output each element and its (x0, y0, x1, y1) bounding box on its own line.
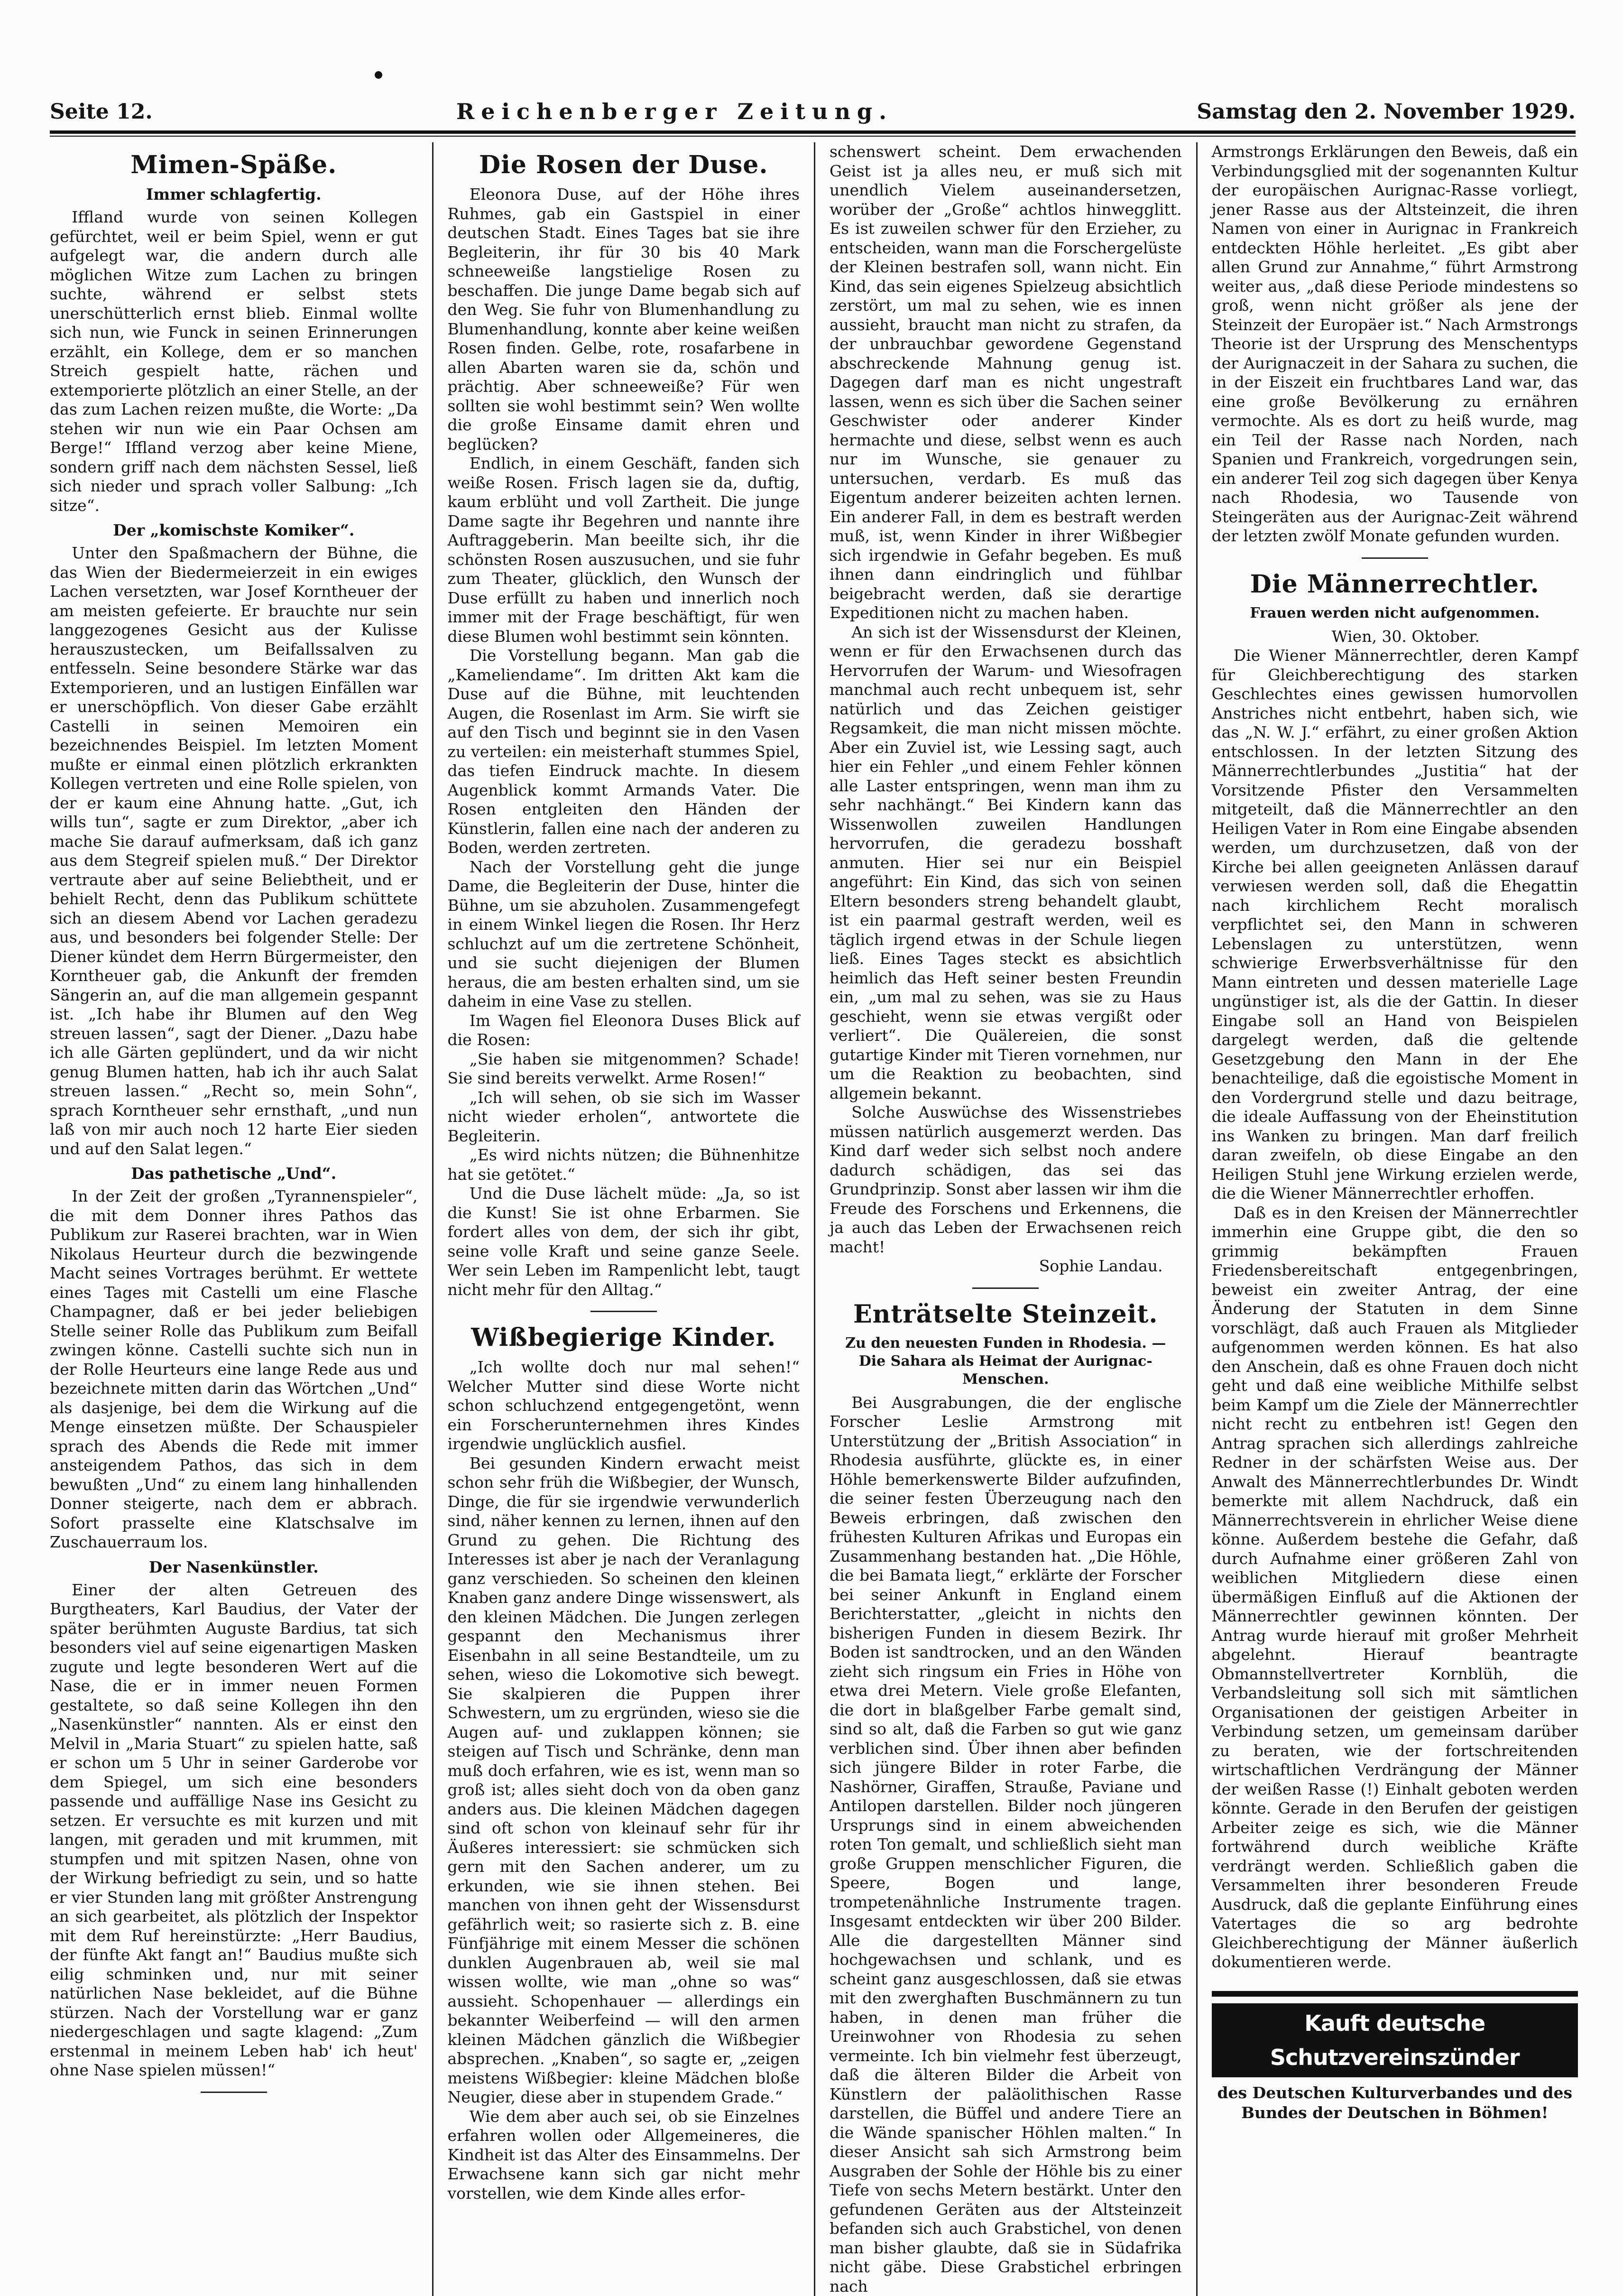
separator-rule (972, 1287, 1039, 1289)
column-3 (814, 142, 1196, 2296)
section-title: Der Nasenkünstler. (50, 1558, 418, 1577)
end-rule (201, 2092, 267, 2093)
paragraph: Die Vorstellung begann. Man gab die „Kameliendame“. Im dritten Akt kam die Duse auf die Bühne, mit leuchtenden Augen, die Rosenlast im Arm. Sie wirft sie auf den Tisch und beginnt sie in den Vasen zu verteilen: ein meisterhaft stummes Spiel, das tiefen Eindruck machte. In diesem Augenblick kommt Armands Vater. Die Rosen entgleiten den Händen der Künstlerin, fallen eine nach der anderen zu Boden, werden zertreten. (448, 646, 800, 858)
paragraph: Wie dem aber auch sei, ob sie Einzelnes erfahren wollen oder Allgemeineres, die Kindheit ist das Alter des Einsammelns. Der Erwachsene kann sich gar nicht mehr vorstellen, wie dem Kinde alles erfor- (448, 2107, 800, 2203)
dateline: Wien, 30. Oktober. (1212, 627, 1578, 647)
paragraph: Iffland wurde von seinen Kollegen gefürchtet, weil er beim Spiel, wenn er gut aufgelegt war, die andern durch alle möglichen Witze zum Lachen zu bringen suchte, während er selbst stets unerschütterlich ernst blieb. Einmal wollte sich nun, wie Funck in seinen Erinnerungen erzählt, ein Kollege, dem er so manchen Streich gespielt hatte, rächen und extemporierte plötzlich an einer Stelle, an der das zum Lachen reizen mußte, die Worte: „Da stehen wir nun wie ein Paar Ochsen am Berge!“ Iffland verzog aber keine Miene, sondern griff nach dem nächsten Sessel, ließ sich nieder und sprach voller Salbung: „Ich sitze“. (50, 208, 418, 515)
page-number: Seite 12. (50, 100, 153, 124)
section-title: Der „komischste Komiker“. (50, 521, 418, 540)
paragraph: Unter den Spaßmachern der Bühne, die das Wien der Biedermeierzeit in ein ewiges Lachen versetzten, war Josef Korntheuer der am meisten gefeierte. Er brauchte nur sein langgezogenes Gesicht aus der Kulisse herauszustecken, um Beifallssalven zu entfesseln. Seine besondere Stärke war das Extemporieren, und an lustigen Einfällen war er unerschöpflich. Von dieser Gabe erzählt Castelli in seinen Memoiren ein bezeichnendes Beispiel. Im letzten Moment mußte er einmal einen plötzlich erkrankten Kollegen vertreten und eine Rolle spielen, von der er kaum eine Ahnung hatte. „Gut, ich wills tun“, sagte er zum Direktor, „aber ich mache Sie darauf aufmerksam, daß ich ganz aus dem Stegreif spielen muß.“ Der Direktor vertraute aber auf seine Beliebtheit, und er behielt Recht, denn das Publikum schüttete sich an diesem Abend vor Lachen geradezu aus, und besonders bei folgender Stelle: Der Diener kündet dem Herrn Bürgermeister, den Korntheuer gab, die Ankunft der fremden Sängerin an, auf die man allgemein gespannt ist. „Ich habe ihr Blumen auf den Weg streuen lassen“, sagt der Diener. „Dazu habe ich alle Gärten geplündert, und da wir nicht genug Blumen hatten, hab ich ihr auch Salat streuen lassen.“ „Recht so, mein Sohn“, sprach Korntheuer sehr ernsthaft, „und nun laß von mir auch noch 12 harte Eier sieden und auf den Salat legen.“ (50, 544, 418, 1158)
column-4 (1196, 142, 1578, 2296)
column-1 (50, 142, 432, 2296)
header-rule-thin (50, 136, 1576, 137)
article-subtitle: Frauen werden nicht aufgenommen. (1212, 604, 1578, 622)
paragraph: Und die Duse lächelt müde: „Ja, so ist die Kunst! Sie ist ohne Erbarmen. Sie fordert alles von dem, der sich ihr gibt, seine volle Kraft und seine ganze Seele. Wer sein Leben im Rampenlicht lebt, taugt nicht mehr für den Alltag.“ (448, 1184, 800, 1299)
page-header (50, 97, 1576, 126)
paragraph: Armstrongs Erklärungen den Beweis, daß ein Verbindungsglied mit der sogenannten Kultur der europäischen Aurignac-Rasse vorliegt, jener Rasse aus der Altsteinzeit, die ihren Namen von einer in Aurignac in Frankreich entdeckten Höhle herleitet. „Es gibt aber allen Grund zur Annahme,“ führt Armstrong weiter aus, „daß diese Periode mindestens so groß, wenn nicht größer als jene der Steinzeit der Europäer ist.“ Nach Armstrongs Theorie ist der Ursprung des Menschentyps der Aurignaczeit in der Sahara zu suchen, die in der Eiszeit ein fruchtbares Land war, das eine große Bevölkerung zu ernähren vermochte. Als es dort zu heiß wurde, mag ein Teil der Rasse nach Norden, nach Spanien und Frankreich, vorgedrungen sein, ein anderer Teil zog sich dagegen über Kenya nach Rhodesia, wo Tausende von Steingeräten aus der Aurignac-Zeit während der letzten zwölf Monate gefunden wurden. (1212, 142, 1578, 546)
paragraph: In der Zeit der großen „Tyrannenspieler“, die mit dem Donner ihres Pathos das Publikum zur Raserei brachten, war in Wien Nikolaus Heurteur durch die bezwingende Macht seines Vortrages berühmt. Er wettete eines Tages mit Castelli um eine Flasche Champagner, daß er bei jeder beliebigen Stelle seiner Rolle das Publikum zum Beifall zwingen könne. Castelli suchte sich nun in der Rolle Heurteurs eine lange Rede aus und bezeichnete mitten darin das Wörtchen „Und“ als dasjenige, bei dem die Wirkung auf die Menge einsetzen müßte. Der Schauspieler sprach des Abends die Rede mit immer ansteigendem Pathos, das sich in dem bewußten „Und“ zu einem lang hinhallenden Donner steigerte, nach dem er abbrach. Sofort prasselte eine Klatschsalve im Zuschauerraum los. (50, 1187, 418, 1552)
article-title-wissbegierige-kinder: Wißbegierige Kinder. (448, 1324, 800, 1352)
paragraph: Die Wiener Männerrechtler, deren Kampf für Gleichberechtigung des starken Geschlechtes eines gewissen humorvollen Anstriches nicht entbehrt, haben sich, wie das „N. W. J.“ erfährt, zu einer großen Aktion entschlossen. In der letzten Sitzung des Männerrechtlerbundes „Justitia“ hat der Vorsitzende Pfister den Versammelten mitgeteilt, daß die Männerrechtler an den Heiligen Vater in Rom eine Eingabe absenden werden, um durchzusetzen, daß von der Kirche bei allen geeigneten Anlässen darauf verwiesen werden soll, daß die Ehegattin nach kirchlichem Recht moralisch verpflichtet sei, den Mann in schweren Lebenslagen zu unterstützen, wenn schwierige Erwerbsverhältnisse für den Mann eintreten und dessen materielle Lage ungünstiger ist, als die der Gattin. In dieser Eingabe soll an Hand von Beispielen dargelegt werden, daß die geltende Gesetzgebung den Mann in der Ehe benachteilige, daß die egoistische Moment in den Vordergrund stelle und dazu beitrage, die ideale Auffassung von der Eheinstitution ins Wanken zu bringen. Man darf freilich daran zweifeln, ob diese Eingabe an den Heiligen Stuhl jene Wirkung erzielen werde, die die Wiener Männerrechtler erhoffen. (1212, 646, 1578, 1204)
columns (50, 142, 1578, 2230)
author-signature: Sophie Landau. (830, 1257, 1182, 1276)
paragraph: Bei gesunden Kindern erwacht meist schon sehr früh die Wißbegier, der Wunsch, Dinge, die für sie irgendwie verwunderlich sind, näher kennen zu lernen, ihnen auf den Grund zu gehen. Die Richtung des Interesses ist aber je nach der Veranlagung ganz verschieden. So scheinen den kleinen Knaben ganz andere Dinge wissenswert, als den kleinen Mädchen. Die Jungen zerlegen gespannt den Mechanismus ihrer Eisenbahn in all seine Bestandteile, um zu sehen, wieso die Lokomotive sich bewegt. Sie skalpieren die Puppen ihrer Schwestern, um zu ergründen, wieso sie die Augen auf- und zuklappen können; sie steigen auf Tisch und Schränke, denn man muß doch erfahren, wie es ist, wenn man so groß ist; alles sieht doch von da oben ganz anders aus. Die kleinen Mädchen dagegen sind oft schon von kleinauf sehr für ihr Äußeres interessiert: sie schmücken sich gern mit den Sachen anderer, um zu erkunden, wie sie ihnen stehen. Bei manchen von ihnen geht der Wissensdurst gefährlich weit; so rasierte sich z. B. eine Fünfjährige mit einem Messer die schönen dunklen Augenbrauen ab, weil sie mal wissen wollte, wie man „ohne so was“ aussieht. Schopenhauer — allerdings ein bekannter Weiberfeind — will den armen kleinen Mädchen gänzlich die Wißbegier absprechen. „Knaben“, so sagte er, „zeigen meistens Wißbegier: kleine Mädchen bloße Neugier, diese aber in stupendem Grade.“ (448, 1454, 800, 2107)
paragraph: „Es wird nichts nützen; die Bühnenhitze hat sie getötet.“ (448, 1146, 800, 1184)
section-title: Immer schlagfertig. (50, 185, 418, 204)
article-subtitle: Zu den neuesten Funden in Rhodesia. — Die Sahara als Heimat der Aurignac-Menschen. (830, 1334, 1182, 1389)
paragraph: Daß es in den Kreisen der Männerrechtler immerhin eine Gruppe gibt, die den so grimmig bekämpften Frauen Friedensbereitschaft entgegenbringen, beweist ein zweiter Antrag, der eine Änderung der Statuten in dem Sinne vorschlägt, daß auch Frauen als Mitglieder aufgenommen werden können. Es hat also den Anschein, daß es ohne Frauen doch nicht geht und daß eine weibliche Mithilfe selbst beim Kampf um die Ziele der Männerrechtler nicht recht zu entbehren ist! Gegen den Antrag sprachen sich allerdings zahlreiche Redner in der schärfsten Weise aus. Der Anwalt des Männerrechtlerbundes Dr. Windt bemerkte mit allem Nachdruck, daß ein Männerrechtsverein in ehrlicher Weise diene könne. Außerdem bestehe die Gefahr, daß durch Aufnahme einer größeren Zahl von weiblichen Mitgliedern diese einen übermäßigen Einfluß auf die Aktionen der Männerrechtler gewinnen könnten. Der Antrag wurde hierauf mit großer Mehrheit abgelehnt. Hierauf beantragte Obmannstellvertreter Kornblüh, die Verbandsleitung soll sich mit sämtlichen Organisationen der geistigen Arbeiter in Verbindung setzen, um gemeinsam darüber zu beraten, wie der fortschreitenden wirtschaftlichen Verdrängung der Männer der weißen Rasse (!) Einhalt geboten werden könnte. Gerade in den Berufen der geistigen Arbeiter zeige es sich, wie die Männer fortwährend durch weibliche Kräfte verdrängt werden. Schließlich gaben die Versammelten ihrer besonderen Freude Ausdruck, daß die geplante Einführung eines Vatertages die so arg bedrohte Gleichberechtigung der Männer äußerlich dokumentieren werde. (1212, 1204, 1578, 1972)
paragraph: Endlich, in einem Geschäft, fanden sich weiße Rosen. Frisch lagen sie da, duftig, kaum erblüht und voll Zartheit. Die junge Dame sagte ihr Begehren und nannte ihre Auftraggeberin. Man beeilte sich, ihr die schönsten Rosen auszusuchen, und sie fuhr zum Theater, glücklich, den Wunsch der Duse erfüllt zu haben und innerlich noch immer mit der Frage beschäftigt, für wen diese Blumen wohl bestimmt sein könnten. (448, 454, 800, 646)
article-title-maennerrechtler: Die Männerrechtler. (1212, 570, 1578, 599)
paragraph: Nach der Vorstellung geht die junge Dame, die Begleiterin der Duse, hinter die Bühne, um sie abzuholen. Zusammengefegt in einem Winkel liegen die Rosen. Ihr Herz schluchzt auf um die zertretene Schönheit, und sie sucht diejenigen der Blumen heraus, die am besten erhalten sind, um sie daheim in eine Vase zu stellen. (448, 858, 800, 1011)
paragraph: An sich ist der Wissensdurst der Kleinen, wenn er für den Erwachsenen durch das Hervorrufen der Warum- und Wiesofragen manchmal auch recht unbequem ist, sehr natürlich und das Zeichen geistiger Regsamkeit, die man nicht missen möchte. Aber ein Zuviel ist, wie Lessing sagt, auch hier ein Fehler „und einem Fehler können alle Laster entspringen, wenn man ihm zu sehr nachhängt.“ Bei Kindern kann das Wissenwollen zuweilen Handlungen hervorrufen, die geradezu bosshaft anmuten. Hier sei nur ein Beispiel angeführt: Ein Kind, das sich von seinen Eltern besonders streng behandelt glaubt, ist ein paarmal gestraft werden, weil es täglich irgend etwas in der Schule liegen ließ. Eines Tages steckt es absichtlich heimlich das Heft seiner besten Freundin ein, „um mal zu sehen, was sie zu Haus geschieht, wenn sie etwas vergißt oder verliert“. Die Quälereien, die sonst gutartige Kinder mit Tieren vornehmen, nur um die Reaktion zu beobachten, sind allgemein bekannt. (830, 623, 1182, 1103)
paragraph: „Ich will sehen, ob sie sich im Wasser nicht wieder erholen“, antwortete die Begleiterin. (448, 1088, 800, 1146)
advertisement (1212, 1991, 1578, 2123)
newspaper-title: Reichenberger Zeitung. (456, 99, 893, 124)
header-rule (50, 130, 1576, 134)
paragraph: „Sie haben sie mitgenommen? Schade! Sie sind bereits verwelkt. Arme Rosen!“ (448, 1050, 800, 1088)
paragraph: Bei Ausgrabungen, die der englische Forscher Leslie Armstrong mit Unterstützung der „British Association“ in Rhodesia ausführte, glückte es, in einer Höhle bemerkenswerte Bilder aufzufinden, die seiner festen Überzeugung nach den Beweis erbringen, daß zwischen den frühesten Kulturen Afrikas und Europas ein Zusammenhang bestanden hat. „Die Höhle, die bei Bamata liegt,“ erklärte der Forscher bei seiner Ankunft in England einem Berichterstatter, „gleicht in nichts den bisherigen Funden in diesem Bezirk. Ihr Boden ist sandtrocken, und an den Wänden zieht sich ringsum ein Fries in Höhe von etwa drei Metern. Viele große Elefanten, die dort in blaßgelber Farbe gemalt sind, sind so alt, daß die Farben so gut wie ganz verblichen sind. Über ihnen aber befinden sich jüngere Bilder in roter Farbe, die Nashörner, Giraffen, Strauße, Paviane und Antilopen darstellen. Bilder noch jüngeren Ursprungs sind in einem abweichenden roten Ton gemalt, und schließlich sieht man große Gruppen menschlicher Figuren, die Speere, Bogen und lange, trompetenähnliche Instrumente tragen. Insgesamt entdeckten wir über 200 Bilder. Alle die dargestellten Männer sind hochgewachsen und schlank, und es scheint ganz ausgeschlossen, daß sie etwas mit den zwerghaften Buschmännern zu tun haben, in denen man früher die Ureinwohner von Rhodesia zu sehen vermeinte. Ich bin vielmehr fest überzeugt, daß die älteren Bilder die Arbeit von Künstlern der paläolithischen Rasse darstellen, die Büffel und andere Tiere an die Wände spanischer Höhlen malten.“ In dieser Ansicht sah sich Armstrong beim Ausgraben der Sohle der Höhle bis zu einer Tiefe von sechs Metern bestärkt. Unter den gefundenen Geräten aus der Altsteinzeit befanden sich auch Grabstichel, von denen man bisher glaubte, daß sie in Südafrika nicht gäbe. Diese Grabstichel erbringen nach (830, 1393, 1182, 2296)
paragraph: „Ich wollte doch nur mal sehen!“ Welcher Mutter sind diese Worte nicht schon schluchzend entgegengetönt, wenn ein Forscherunternehmen ihres Kindes irgendwie unglücklich ausfiel. (448, 1358, 800, 1454)
ink-dot (375, 71, 382, 79)
article-title-mimen-spaesse: Mimen-Späße. (50, 151, 418, 179)
separator-rule (1362, 557, 1428, 559)
paragraph: Eleonora Duse, auf der Höhe ihres Ruhmes, gab ein Gastspiel in einer deutschen Stadt. Eines Tages bat sie ihre Begleiterin, ihr für 30 bis 40 Mark schneeweiße langstielige Rosen zu beschaffen. Die junge Dame begab sich auf den Weg. Sie fuhr von Blumenhandlung zu Blumenhandlung, konnte aber keine weißen Rosen finden. Gelbe, rote, rosafarbene in allen Abarten waren sie da, schön und prächtig. Aber schneeweiße? Für wen sollten sie wohl bestimmt sein? Wen wollte die große Einsame damit ehren und beglücken? (448, 185, 800, 454)
issue-date: Samstag den 2. November 1929. (1197, 100, 1576, 124)
ad-text: des Deutschen Kulturverbandes und des Bundes der Deutschen in Böhmen! (1212, 2083, 1578, 2123)
paragraph: Solche Auswüchse des Wissenstriebes müssen natürlich ausgemerzt werden. Das Kind darf weder sich selbst noch andere dadurch schädigen, das sei das Grundprinzip. Sonst aber lassen wir ihm die Freude des Forschens und Erkennens, die ja auch das Leben der Erwachsenen reich macht! (830, 1103, 1182, 1257)
paragraph: Im Wagen fiel Eleonora Duses Blick auf die Rosen: (448, 1011, 800, 1050)
article-title-rosen-der-duse: Die Rosen der Duse. (448, 151, 800, 179)
paragraph: Einer der alten Getreuen des Burgtheaters, Karl Baudius, der Vater der später berühmten Auguste Bardius, tat sich besonders viel auf seine eigenartigen Masken zugute und legte besonderen Wert auf die Nase, die er in immer neuen Formen gestaltete, so daß seine Kollegen ihn den „Nasenkünstler“ nannten. Als er einst den Melvil in „Maria Stuart“ zu spielen hatte, saß er schon um 5 Uhr in seiner Garderobe vor dem Spiegel, um sich eine besonders passende und auffällige Nase ins Gesicht zu setzen. Er versuchte es mit kurzen und mit langen, mit geraden und mit krummen, mit stumpfen und mit spitzen Nasen, ohne von der Wirkung befriedigt zu sein, und so hatte er vier Stunden lang mit größter Anstrengung an sich gearbeitet, als plötzlich der Inspektor mit dem Ruf hereinstürzte: „Herr Baudius, der fünfte Akt fangt an!“ Baudius mußte sich eilig schminken und, nur mit seiner natürlichen Nase bekleidet, auf die Bühne stürzen. Nach der Vorstellung war er ganz niedergeschlagen und sagte klagend: „Zum erstenmal in meinem Leben hab' ich heut' ohne Nase spielen müssen!“ (50, 1581, 418, 2080)
ad-headline: Kauft deutsche Schutzvereinszünder (1212, 2003, 1578, 2077)
section-title: Das pathetische „Und“. (50, 1164, 418, 1183)
separator-rule (590, 1311, 657, 1312)
article-title-steinzeit: Enträtselte Steinzeit. (830, 1300, 1182, 1329)
column-2 (432, 142, 814, 2296)
paragraph: schenswert scheint. Dem erwachenden Geist ist ja alles neu, er muß sich mit unendlich Vielem auseinandersetzen, worüber der „Große“ achtlos hinwegglitt. Es ist zuweilen schwer für den Erzieher, zu entscheiden, wann man die Forschergelüste der Kleinen bestrafen soll, wann nicht. Ein Kind, das sein eigenes Spielzeug absichtlich zerstört, um mal zu sehen, wie es innen aussieht, braucht man nicht zu strafen, da der unbrauchbar gewordene Gegenstand abschreckende Mahnung genug ist. Dagegen darf man es nicht ungestraft lassen, wenn es sich über die Sachen seiner Geschwister oder anderer Kinder hermachte und diese, selbst wenn es auch nur im Wunsche, sie genauer zu untersuchen, verdarb. Es muß das Eigentum anderer beizeiten achten lernen. Ein anderer Fall, in dem es bestraft werden muß, ist, wenn Kinder in ihrer Wißbegier sich irgendwie in Gefahr begeben. Es muß ihnen dann eindringlich und fühlbar beigebracht werden, daß sie derartige Expeditionen nicht zu machen haben. (830, 142, 1182, 623)
